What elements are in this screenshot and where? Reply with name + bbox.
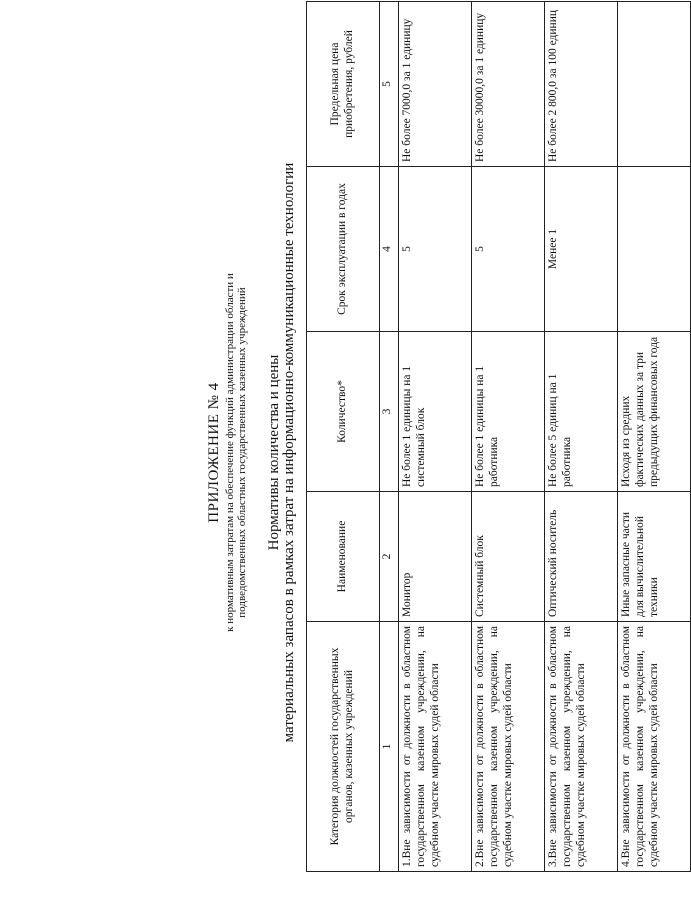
- appendix-title: ПРИЛОЖЕНИЕ № 4: [206, 382, 222, 523]
- column-number: 1: [380, 622, 399, 872]
- cell-name: Монитор: [399, 492, 472, 622]
- header-term: Срок эксплуатации в годах: [307, 167, 380, 332]
- cell-quantity: Не более 1 единицы на 1 системный блок: [399, 332, 472, 492]
- cell-name: Системный блок: [472, 492, 545, 622]
- cell-category: 3.Вне зависимости от должности в областном государственном казенном учреждении, на судебном участке мировых судей области: [545, 622, 618, 872]
- cell-name: Иные запасные части для вычислительной техники: [618, 492, 691, 622]
- cell-category: 4.Вне зависимости от должности в областном государственном казенном учреждении, на судебном участке мировых судей области: [618, 622, 691, 872]
- column-number: 5: [380, 2, 399, 167]
- header-category: Категория должностей государственных органов, казенных учреждений: [307, 622, 380, 872]
- cell-name: Оптический носитель: [545, 492, 618, 622]
- appendix-subtitle-line1: к нормативным затратам на обеспечение функций администрации области и: [224, 273, 236, 632]
- column-number-row: [380, 2, 399, 872]
- cell-quantity: Не более 1 единицы на 1 работника: [472, 332, 545, 492]
- norms-title-line1: Нормативы количества и цены: [266, 354, 282, 551]
- table-row: [618, 2, 691, 872]
- column-number: 3: [380, 332, 399, 492]
- cell-term: [618, 167, 691, 332]
- table-header-row: [307, 2, 380, 872]
- column-number: 2: [380, 492, 399, 622]
- table-row: [472, 2, 545, 872]
- cell-category: 2.Вне зависимости от должности в областном государственном казенном учреждении, на судебном участке мировых судей области: [472, 622, 545, 872]
- norms-title-line2: материальных запасов в рамках затрат на информационно-коммуникационные технологии: [281, 162, 297, 743]
- header-price: Предельная цена приобретения, рублей: [307, 2, 380, 167]
- header-name: Наименование: [307, 492, 380, 622]
- cell-term: 5: [472, 167, 545, 332]
- cell-price: Не более 30000,0 за 1 единицу: [472, 2, 545, 167]
- cell-quantity: Исходя из средних фактических данных за три предыдущих финансовых года: [618, 332, 691, 492]
- cell-quantity: Не более 5 единиц на 1 работника: [545, 332, 618, 492]
- cell-term: Менее 1: [545, 167, 618, 332]
- cell-price: Не более 7000,0 за 1 единицу: [399, 2, 472, 167]
- cell-term: 5: [399, 167, 472, 332]
- cell-price: Не более 2 800,0 за 100 единиц: [545, 2, 618, 167]
- cell-category: 1.Вне зависимости от должности в областном государственном казенном учреждении, на судебном участке мировых судей области: [399, 622, 472, 872]
- header-quantity: Количество*: [307, 332, 380, 492]
- table-row: [399, 2, 472, 872]
- column-number: 4: [380, 167, 399, 332]
- cell-price: [618, 2, 691, 167]
- norms-table: [306, 1, 691, 872]
- table-row: [545, 2, 618, 872]
- appendix-subtitle-line2: подведомственных областных государственных казенных учреждений: [236, 287, 248, 618]
